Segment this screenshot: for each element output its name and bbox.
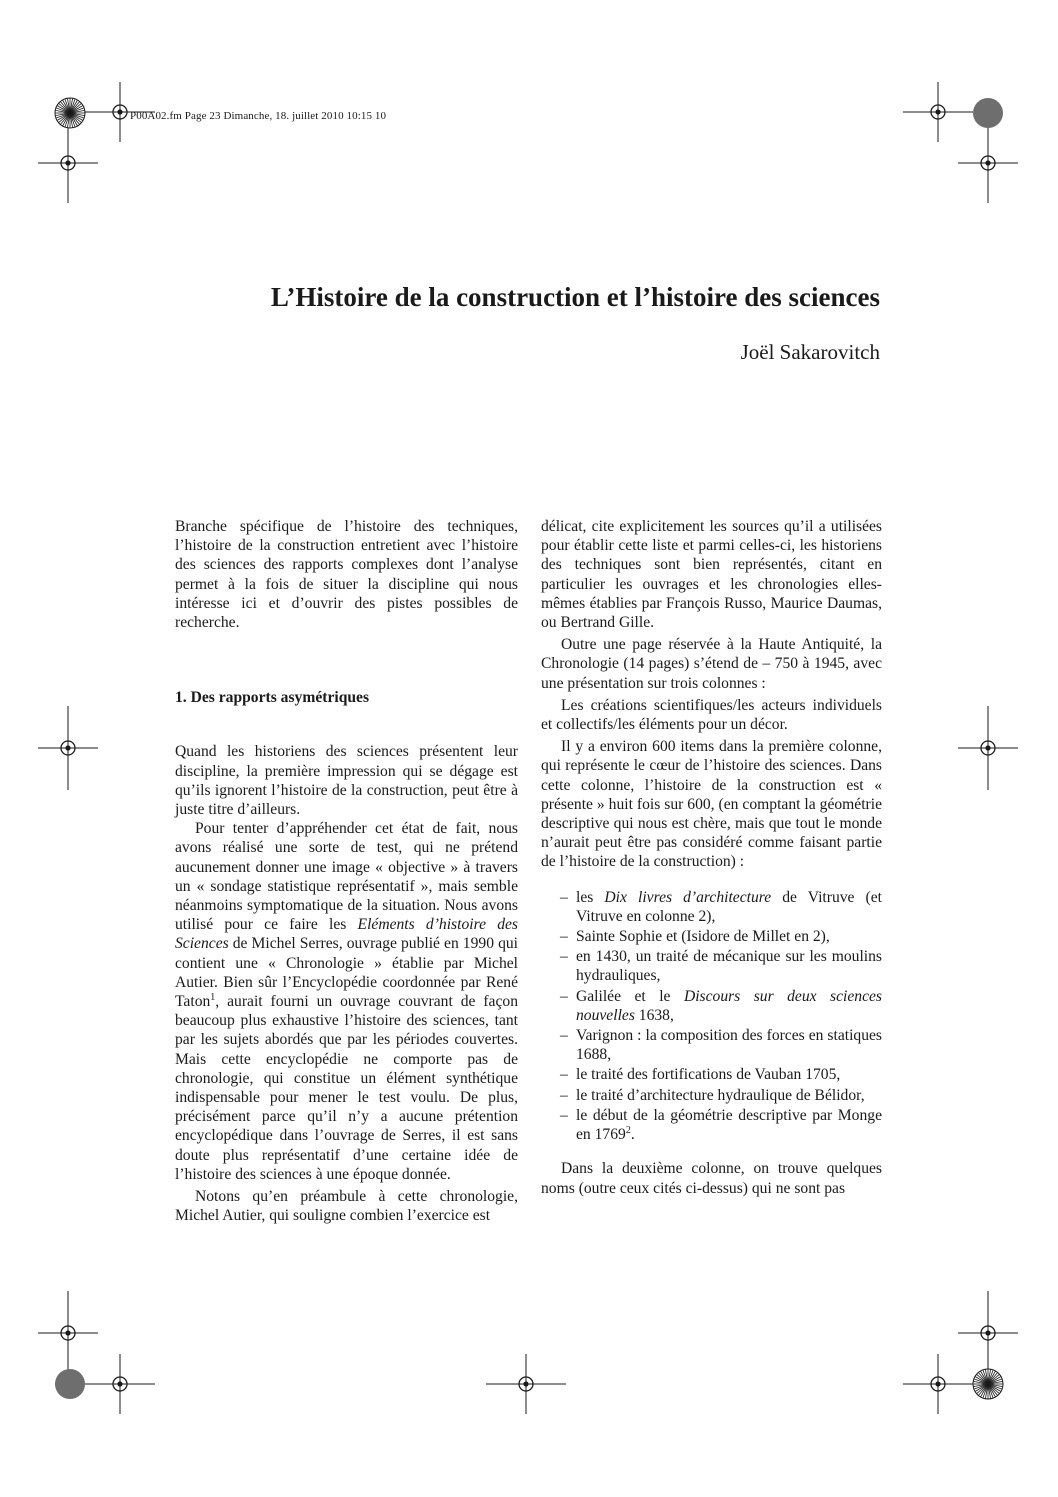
body-paragraph: Outre une page réservée à la Haute Antiquité, la Chronologie (14 pages) s’étend de – 750 à 1945, avec une présentation sur trois colonnes : — [541, 636, 882, 692]
registration-dot — [985, 745, 990, 750]
body-paragraph: Dans la deuxième colonne, on trouve quelques noms (outre ceux cités ci-dessus) qui ne sont pas — [541, 1160, 882, 1197]
registration-target — [981, 741, 995, 755]
registration-dot — [935, 109, 940, 114]
sunburst-ray — [988, 1384, 1003, 1387]
article-title: L’Histoire de la construction et l’histoire des sciences — [270, 282, 880, 312]
list-item — [541, 1086, 882, 1105]
text-run: en 1430, un traité de mécanique sur les moulins hydrauliques, — [576, 948, 882, 985]
registration-target — [981, 156, 995, 170]
sunburst-ray — [65, 99, 70, 113]
list-item — [541, 927, 882, 946]
list-item — [541, 1026, 882, 1064]
registration-target — [61, 741, 75, 755]
sunburst-ray — [59, 113, 70, 123]
grey-disc-mark — [55, 1369, 85, 1399]
text-run: Varignon : la composition des forces en statiques 1688, — [576, 1027, 882, 1064]
sunburst-ray — [63, 113, 71, 126]
sunburst-ray — [988, 1369, 991, 1384]
body-paragraph: délicat, cite explicitement les sources qu’il a utilisées pour établir cette liste et parmi celles-ci, les historiens des techniques sont bien représentés, citant en particulier les ouvrages et les chronologies elles-mêmes établies par François Russo, Maurice Daumas, ou Bertrand Gille. — [541, 518, 882, 632]
sunburst-ray — [59, 103, 70, 113]
registration-dot — [65, 745, 70, 750]
registration-dot — [935, 1381, 940, 1386]
footnote-ref[interactable]: 1 — [210, 991, 216, 1003]
sunburst-ray — [70, 103, 81, 113]
printer-slug: P00A02.fm Page 23 Dimanche, 18. juillet 2010 10:15 10 — [130, 110, 387, 122]
list-dash: – — [560, 1106, 568, 1124]
sunburst-ray — [67, 98, 70, 113]
sunburst-ray — [56, 108, 70, 113]
list-item — [541, 1106, 882, 1144]
section-heading: 1. Des rapports asymétriques — [175, 689, 370, 707]
sunburst-ray — [70, 110, 85, 113]
sunburst-ray — [981, 1384, 989, 1397]
sunburst-ray — [983, 1384, 988, 1398]
registration-target — [113, 1377, 127, 1391]
registration-target — [519, 1377, 533, 1391]
body-paragraph: Les créations scientifiques/les acteurs individuels et collectifs/les éléments pour un décor. — [541, 696, 882, 734]
sunburst-ray — [974, 1384, 988, 1389]
list-item — [541, 1065, 882, 1084]
sunburst-ray — [70, 113, 84, 118]
footnote-ref[interactable]: 2 — [625, 1124, 631, 1136]
body-paragraph — [175, 819, 518, 1184]
sunburst-ray — [70, 113, 75, 127]
text-run: , aurait fourni un ouvrage couvrant de façon beaucoup plus exhaustive l’histoire des sciences, tant par les sujets abordés que par les périodes couvertes. Mais cette encyclopédie ne comporte pas de chronologie, qui constitue un élément synthétique indispensable pour mener le test voulu. De plus, précisément parce qu’il n’y a aucune prétention encyclopédique dans l’ouvrage de Serres, il est sans doute plus représentatif d’une certaine idée de l’histoire des sciences à une époque donnée. — [175, 993, 518, 1183]
registration-dot — [985, 160, 990, 165]
sunburst-mark — [55, 98, 85, 128]
sunburst-mark — [973, 1369, 1003, 1399]
registration-target — [931, 105, 945, 119]
registration-target — [113, 105, 127, 119]
sunburst-ray — [55, 110, 70, 113]
chronology-list — [541, 888, 882, 1145]
sunburst-ray — [988, 1384, 991, 1399]
sunburst-ray — [977, 1374, 988, 1384]
sunburst-ray — [988, 1373, 998, 1384]
sunburst-ray — [974, 1379, 988, 1384]
sunburst-ray — [975, 1384, 988, 1392]
text-run: les — [576, 888, 605, 906]
sunburst-ray — [988, 1371, 996, 1384]
sunburst-ray — [55, 113, 70, 116]
sunburst-ray — [70, 106, 83, 114]
sunburst-ray — [70, 113, 80, 124]
sunburst-ray — [70, 108, 84, 113]
registration-dot — [65, 1330, 70, 1335]
sunburst-ray — [988, 1370, 993, 1384]
sunburst-ray — [988, 1384, 1001, 1392]
sunburst-ray — [975, 1377, 988, 1385]
sunburst-ray — [973, 1384, 988, 1387]
text-run: 1638, — [634, 1006, 674, 1024]
sunburst-ray — [988, 1381, 1003, 1384]
text-run: Pour tenter d’appréhender cet état de fait, nous avons réalisé une sorte de test, qui ne prétend aucunement donner une image « objective » à travers un « sondage statistique représentatif », mais semble néanmoins symptomatique de la situation. Nous avons utilisé pour ce faire les — [175, 820, 518, 934]
sunburst-ray — [988, 1374, 999, 1384]
sunburst-ray — [988, 1377, 1001, 1385]
text-run: de Michel Serres, ouvrage publié en 1990 qui contient une « Chronologie » établie par Michel Autier. Bien sûr l’Encyclopédie coordonnée par René Taton — [175, 935, 518, 1011]
sunburst-ray — [988, 1384, 999, 1394]
text-run: de Vitruve (et Vitruve en colonne 2), — [576, 888, 882, 925]
body-paragraph: Il y a environ 600 items dans la première colonne, qui représente le cœur de l’histoire des sciences. Dans cette colonne, l’histoire de la construction est « présente » huit fois sur 600, (en comptant la géométrie descriptive qui nous est chère, mais que tout le monde n’aurait peut être pas considéré comme faisant partie de l’histoire de la construction) : — [541, 738, 882, 871]
text-run: le début de la géométrie descriptive par Monge en 1769 — [576, 1106, 882, 1144]
intro-paragraph: Branche spécifique de l’histoire des techniques, l’histoire de la construction entretient avec l’histoire des sciences des rapports complexes dont l’analyse permet à la fois de situer la discipline qui nous intéresse ici et d’ouvrir des pistes possibles de recherche. — [175, 518, 518, 632]
sunburst-ray — [65, 113, 70, 127]
sunburst-ray — [60, 102, 70, 113]
registration-dot — [985, 1330, 990, 1335]
sunburst-ray — [988, 1384, 998, 1395]
registration-target — [981, 1326, 995, 1340]
sunburst-ray — [70, 99, 75, 113]
sunburst-ray — [988, 1379, 1002, 1384]
text-run: le traité d’architecture hydraulique de Bélidor, — [576, 1086, 865, 1104]
sunburst-ray — [57, 113, 70, 121]
registration-dot — [117, 109, 122, 114]
sunburst-ray — [978, 1384, 988, 1395]
sunburst-ray — [70, 113, 83, 121]
list-dash: – — [560, 1086, 568, 1104]
sunburst-ray — [978, 1373, 988, 1384]
list-dash: – — [560, 1027, 568, 1045]
sunburst-ray — [973, 1381, 988, 1384]
registration-target — [931, 1377, 945, 1391]
sunburst-ray — [70, 113, 81, 123]
registration-dot — [523, 1381, 528, 1386]
registration-target — [61, 156, 75, 170]
book-title: Dix livres d’architecture — [604, 888, 772, 906]
text-run: Sainte Sophie et (Isidore de Millet en 2), — [576, 928, 830, 946]
sunburst-ray — [70, 98, 73, 113]
text-column-right — [541, 517, 882, 1198]
list-dash: – — [560, 948, 568, 966]
registration-target — [61, 1326, 75, 1340]
book-title: Discours sur deux sciences nouvelles — [576, 987, 882, 1024]
sunburst-ray — [977, 1384, 988, 1394]
sunburst-ray — [70, 102, 80, 113]
sunburst-ray — [63, 100, 71, 113]
sunburst-ray — [988, 1384, 996, 1397]
registration-dot — [65, 160, 70, 165]
sunburst-ray — [988, 1384, 993, 1398]
list-dash: – — [560, 888, 568, 906]
sunburst-ray — [981, 1371, 989, 1384]
book-title: Eléments d’histoire des Sciences — [175, 916, 518, 953]
sunburst-ray — [70, 100, 78, 113]
sunburst-ray — [57, 106, 70, 114]
sunburst-ray — [67, 113, 70, 128]
body-paragraph: Quand les historiens des sciences présentent leur discipline, la première impression qui se dégage est qu’ils ignorent l’histoire de la construction, peut être à juste titre d’ailleurs. — [175, 743, 518, 819]
sunburst-ray — [56, 113, 70, 118]
text-run: . — [630, 1126, 635, 1144]
sunburst-ray — [60, 113, 70, 124]
sunburst-ray — [70, 113, 78, 126]
text-run: Galilée et le — [576, 987, 684, 1005]
text-column-left — [175, 517, 518, 1226]
sunburst-ray — [70, 113, 73, 128]
list-item — [541, 987, 882, 1025]
article-author: Joël Sakarovitch — [740, 340, 880, 364]
sunburst-ray — [985, 1369, 988, 1384]
sunburst-ray — [70, 113, 85, 116]
body-paragraph: Notons qu’en préambule à cette chronologie, Michel Autier, qui souligne combien l’exercice est — [175, 1188, 518, 1225]
sunburst-ray — [988, 1384, 1002, 1389]
list-item — [541, 947, 882, 985]
text-run: le traité des fortifications de Vauban 1705, — [576, 1066, 841, 1084]
sunburst-ray — [983, 1370, 988, 1384]
grey-disc-mark — [973, 98, 1003, 128]
list-dash: – — [560, 987, 568, 1005]
list-dash: – — [560, 928, 568, 946]
registration-dot — [117, 1381, 122, 1386]
sunburst-ray — [985, 1384, 988, 1399]
list-dash: – — [560, 1066, 568, 1084]
list-item — [541, 888, 882, 926]
